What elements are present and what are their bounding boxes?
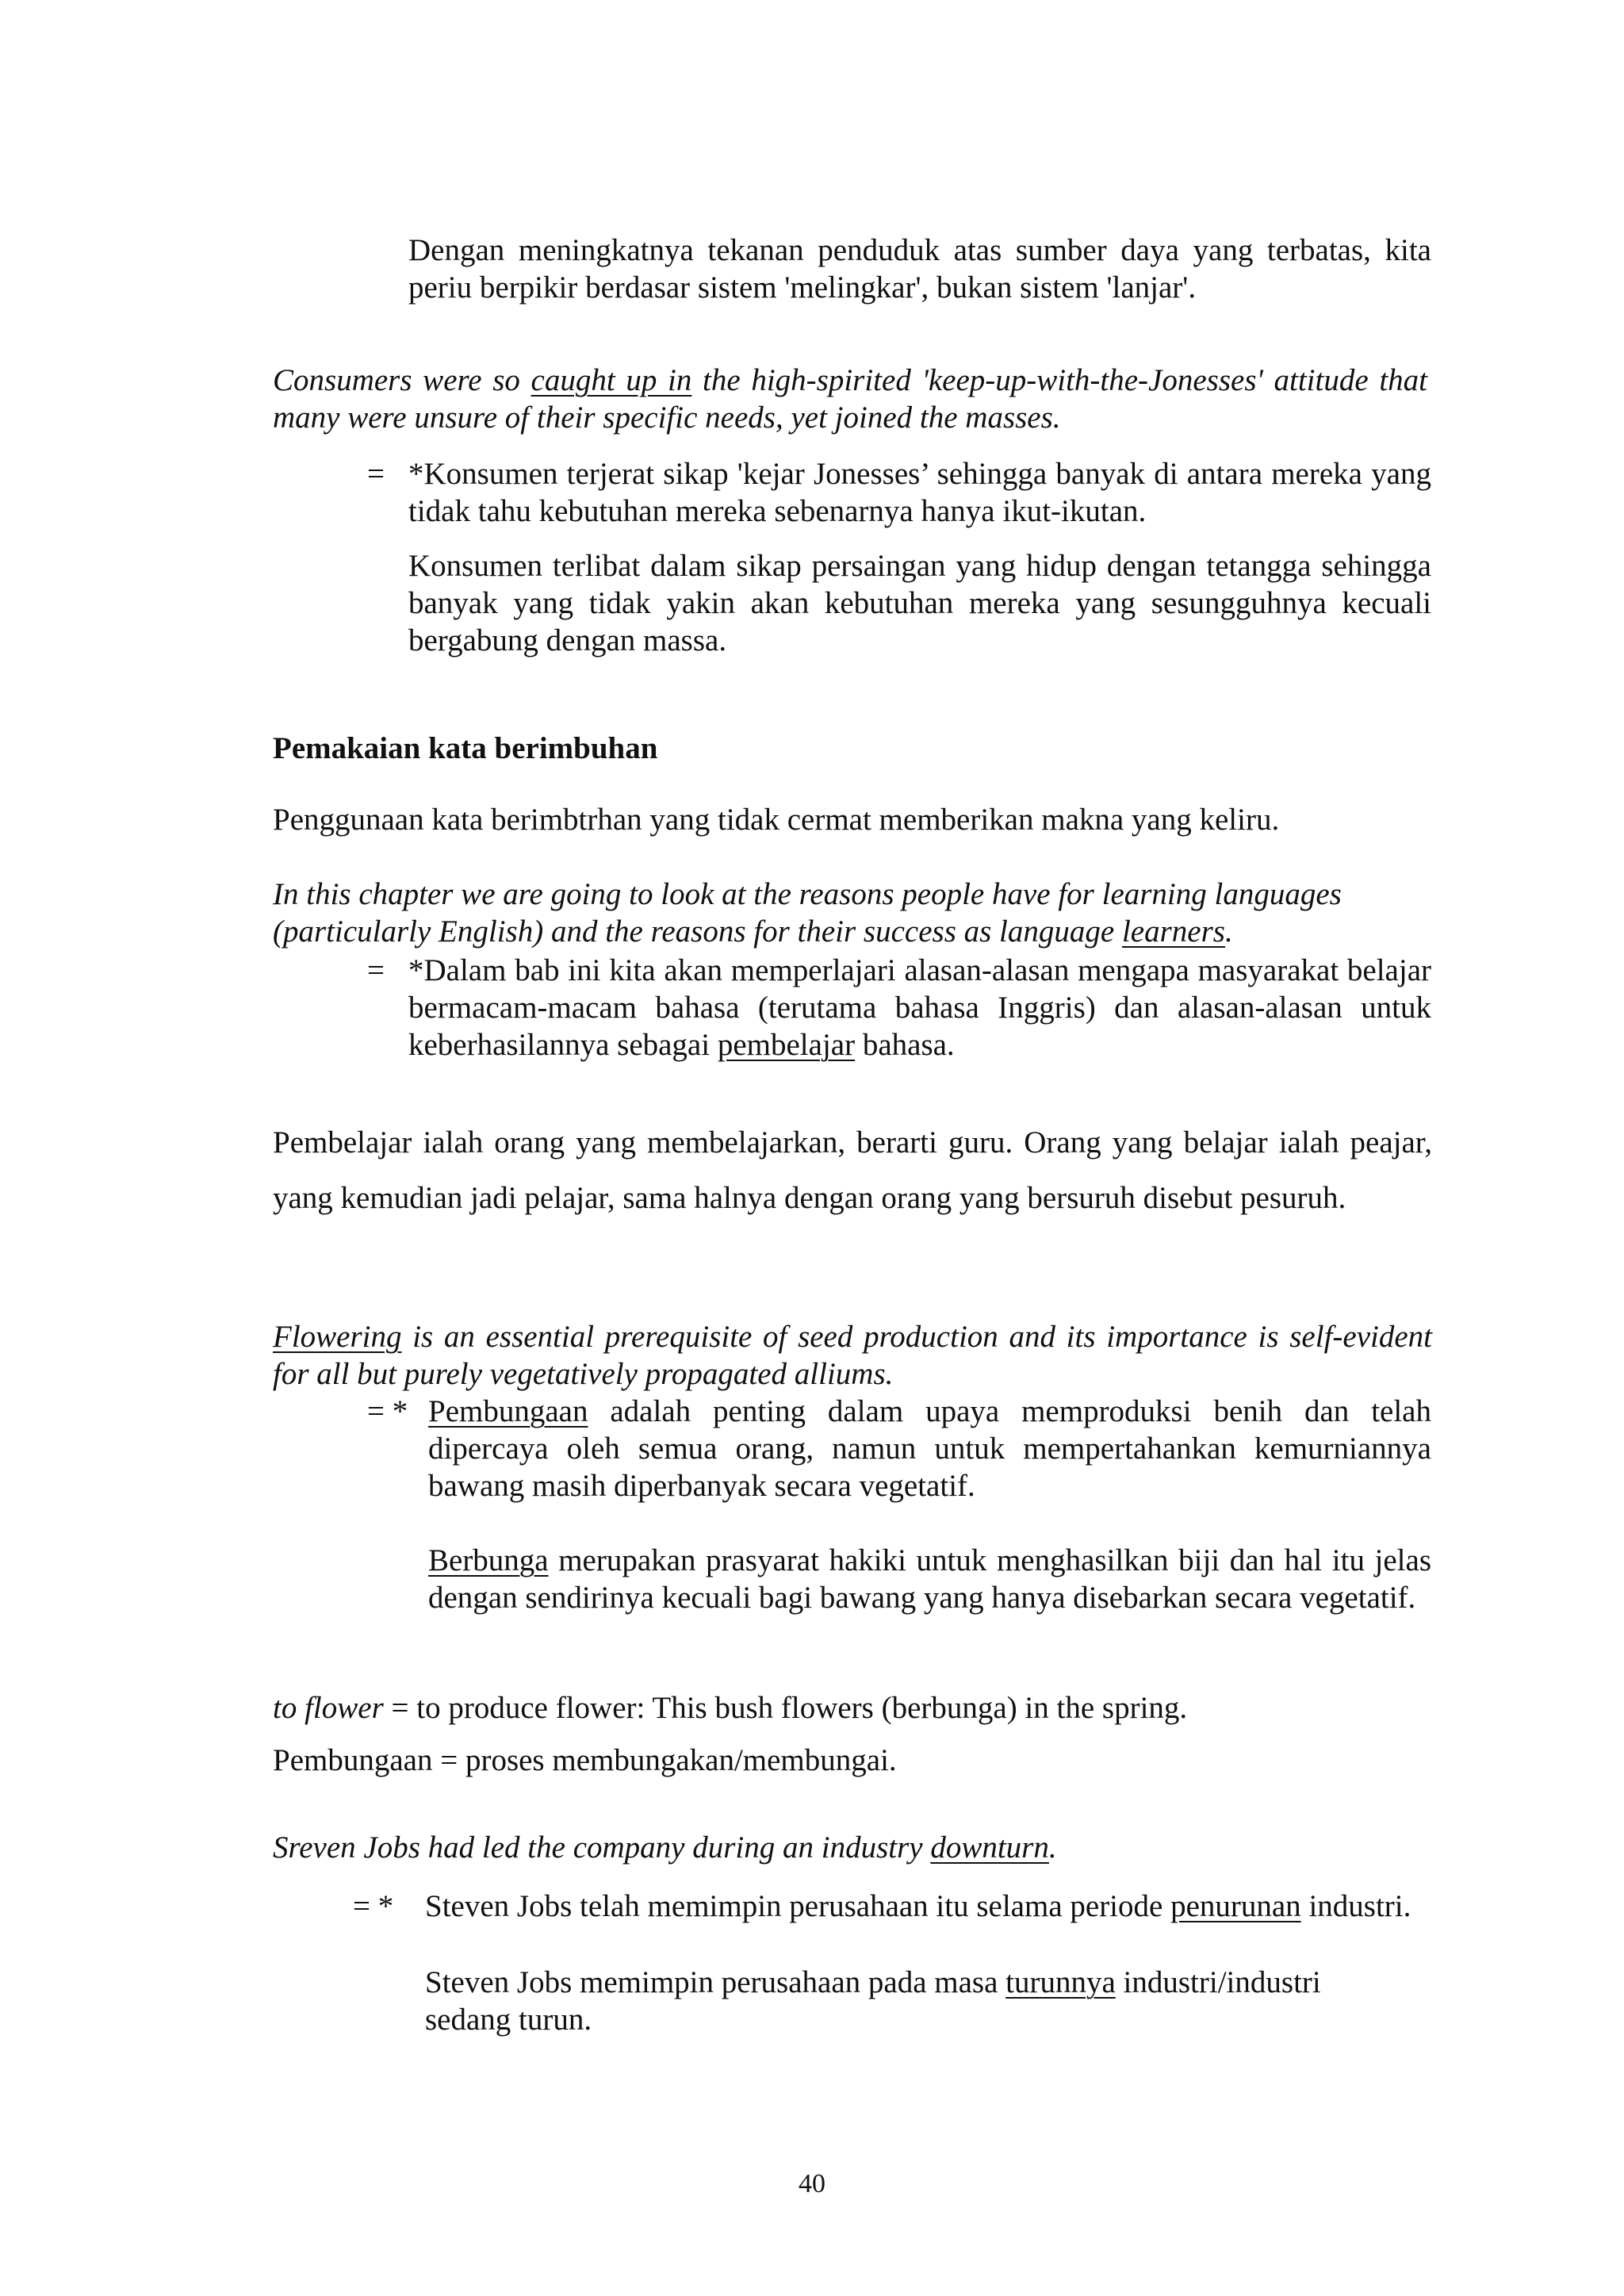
translation-text: industri/industri sedang turun. (425, 1965, 1321, 2037)
example-text: . (1224, 914, 1233, 949)
underlined-term: turunnya (1005, 1965, 1116, 1999)
section-heading: Pemakaian kata berimbuhan (273, 731, 658, 765)
translation-text: industri. (1300, 1889, 1411, 1923)
example-text: the high-spirited 'keep-up-with-the-Jonesses' attitude that many were unsure of their specific needs, yet joined the masses. (273, 363, 1427, 435)
paragraph-pembelajar: Pembelajar ialah orang yang membelajarkan, berarti guru. Orang yang belajar ialah peajar, yang kemudian jadi pelajar, sama halnya dengan orang yang bersuruh disebut pesuruh. (273, 1125, 1432, 1215)
underlined-term: pembelajar (717, 1028, 856, 1062)
example-sentence-jobs (273, 1829, 1427, 1866)
translation-consumers-1: *Konsumen terjerat sikap 'kejar Jonesses’ sehingga banyak di antara mereka yang tidak tahu kebutuhan mereka sebenarnya hanya ikut-ikutan. (408, 457, 1431, 528)
paragraph-sustainability: Dengan meningkatnya tekanan penduduk atas sumber daya yang terbatas, kita periu berpikir berdasar sistem 'melingkar', bukan sistem 'lanjar'. (408, 233, 1431, 305)
example-text: Consumers were so (273, 363, 531, 397)
page-number: 40 (799, 2169, 825, 2198)
equals-marker: = (367, 457, 385, 491)
underlined-term: Pembungaan (428, 1394, 588, 1428)
example-sentence-consumers (273, 362, 1427, 436)
definition-text: = to produce flower: This bush flowers (berbunga) in the spring. (383, 1691, 1188, 1725)
translation-text: Steven Jobs memimpin perusahaan pada masa (425, 1965, 1006, 1999)
translation-flowering-2 (428, 1542, 1431, 1616)
example-sentence-flowering (273, 1318, 1432, 1393)
translation-text: bahasa. (855, 1028, 955, 1062)
example-sentence-chapter (273, 876, 1454, 950)
example-text: Sreven Jobs had led the company during an industry (273, 1830, 931, 1865)
underlined-term: caught up in (530, 363, 692, 397)
underlined-term: learners (1121, 914, 1225, 949)
translation-text: adalah penting dalam upaya memproduksi benih dan telah dipercaya oleh semua orang, namun untuk mempertahankan kemurniannya bawang masih diperbanyak secara vegetatif. (428, 1394, 1431, 1503)
translation-text: *Dalam bab ini kita akan memperlajari alasan-alasan mengapa masyarakat belajar bermacam-macam bahasa (terutama bahasa Inggris) dan alasan-alasan untuk keberhasilannya sebagai (408, 953, 1431, 1062)
translation-flowering-1 (428, 1393, 1431, 1504)
translation-consumers-2: Konsumen terlibat dalam sikap persaingan yang hidup dengan tetangga sehingga banyak yang tidak yakin akan kebutuhan mereka yang sesungguhnya kecuali bergabung dengan massa. (408, 549, 1431, 657)
example-text: In this chapter we are going to look at the reasons people have for learning languages (particularly English) and the reasons for their success as language (273, 877, 1342, 949)
example-text: . (1048, 1830, 1057, 1865)
definition-pembungaan: Pembungaan = proses membungakan/membungai. (273, 1743, 897, 1777)
underlined-term: downturn (930, 1830, 1049, 1865)
translation-jobs-2 (425, 1964, 1408, 2038)
translation-chapter (408, 952, 1431, 1064)
underlined-term: Berbunga (428, 1543, 549, 1577)
paragraph-affix-intro: Penggunaan kata berimbtrhan yang tidak cermat memberikan makna yang keliru. (273, 803, 1280, 837)
translation-jobs-1 (425, 1888, 1432, 1925)
translation-text: Steven Jobs telah memimpin perusahaan itu selama periode (425, 1889, 1171, 1923)
equals-marker: = * (367, 1394, 416, 1428)
underlined-term: Flowering (273, 1320, 402, 1354)
underlined-term: penurunan (1170, 1889, 1301, 1923)
translation-text: merupakan prasyarat hakiki untuk menghasilkan biji dan hal itu jelas dengan sendirinya kecuali bagi bawang yang hanya disebarkan secara vegetatif. (428, 1543, 1431, 1615)
definition-term: to flower (273, 1691, 384, 1725)
equals-marker: = * (353, 1889, 401, 1923)
equals-marker: = (367, 953, 385, 987)
example-text: is an essential prerequisite of seed production and its importance is self-evident for all but purely vegetatively propagated alliums. (273, 1320, 1432, 1391)
definition-to-flower (273, 1689, 1427, 1727)
